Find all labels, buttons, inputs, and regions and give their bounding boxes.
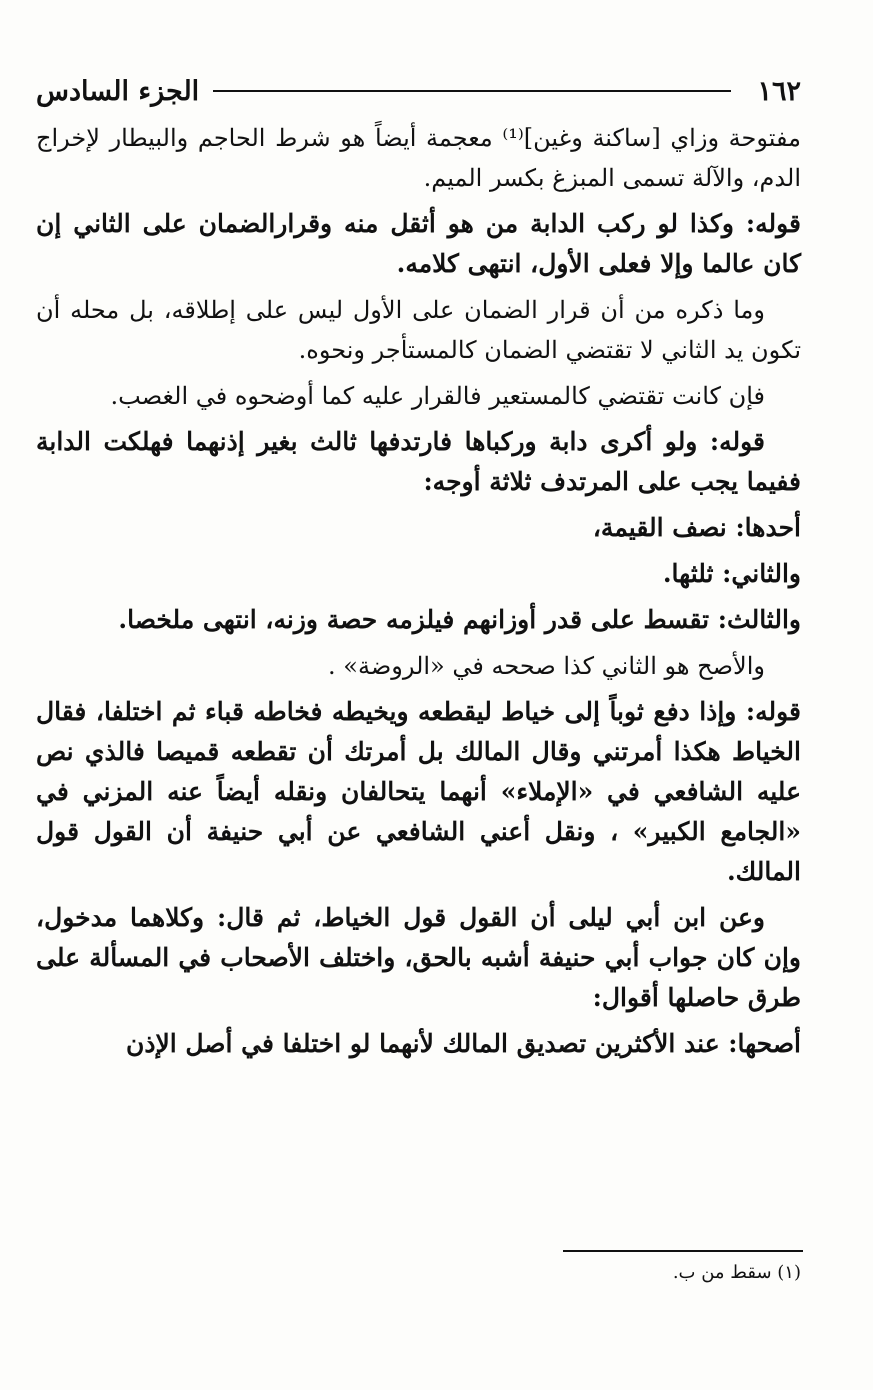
- paragraph-9: والأصح هو الثاني كذا صححه في «الروضة» .: [328, 652, 765, 680]
- footnote: (١) سقط من ب.: [672, 1262, 801, 1283]
- paragraph-6: أحدها: نصف القيمة،: [592, 513, 801, 542]
- paragraph-2: قوله: وكذا لو ركب الدابة من هو أثقل منه وقرارالضمان على الثاني إن كان عالما وإلا فعلى الأول، انتهى كلامه.: [36, 209, 801, 278]
- paragraph-7: والثاني: ثلثها.: [662, 559, 801, 588]
- header-rule: [213, 90, 731, 92]
- paragraph-3: وما ذكره من أن قرار الضمان على الأول ليس على إطلاقه، بل محله أن تكون يد الثاني لا تقتضي الضمان كالمستأجر ونحوه.: [36, 296, 801, 364]
- page-body: [36, 118, 801, 1064]
- paragraph-4: فإن كانت تقتضي كالمستعير فالقرار عليه كما أوضحوه في الغصب.: [110, 382, 765, 410]
- paragraph-5: قوله: ولو أكرى دابة وركباها فارتدفها ثالث بغير إذنهما فهلكت الدابة ففيما يجب على المرتدف ثلاثة أوجه:: [36, 427, 801, 496]
- page-number: ١٦٢: [757, 75, 801, 107]
- paragraph-10: قوله: وإذا دفع ثوباً إلى خياط ليقطعه ويخيطه فخاطه قباء ثم اختلفا، فقال الخياط هكذا أمرتني وقال المالك بل أمرتك أن تقطعه قميصا فالذي نص عليه الشافعي في «الإملاء» أنهما يتحالفان ونقله أيضاً عنه المزني في «الجامع الكبير» ، ونقل أعني الشافعي عن أبي حنيفة أن القول قول المالك.: [36, 697, 801, 886]
- page-header: [36, 70, 801, 112]
- paragraph-1: مفتوحة وزاي [ساكنة وغين]⁽¹⁾ معجمة أيضاً هو شرط الحاجم والبيطار لإخراج الدم، والآلة تسمى المبزغ بكسر الميم.: [36, 124, 802, 192]
- footnote-rule: [563, 1250, 803, 1252]
- paragraph-11: وعن ابن أبي ليلى أن القول قول الخياط، ثم قال: وكلاهما مدخول، وإن كان جواب أبي حنيفة أشبه بالحق، واختلف الأصحاب في المسألة على طرق حاصلها أقوال:: [36, 903, 801, 1012]
- paragraph-8: والثالث: تقسط على قدر أوزانهم فيلزمه حصة وزنه، انتهى ملخصا.: [118, 605, 801, 634]
- volume-title: الجزء السادس: [36, 75, 200, 107]
- paragraph-12: أصحها: عند الأكثرين تصديق المالك لأنهما لو اختلفا في أصل الإذن: [125, 1029, 801, 1058]
